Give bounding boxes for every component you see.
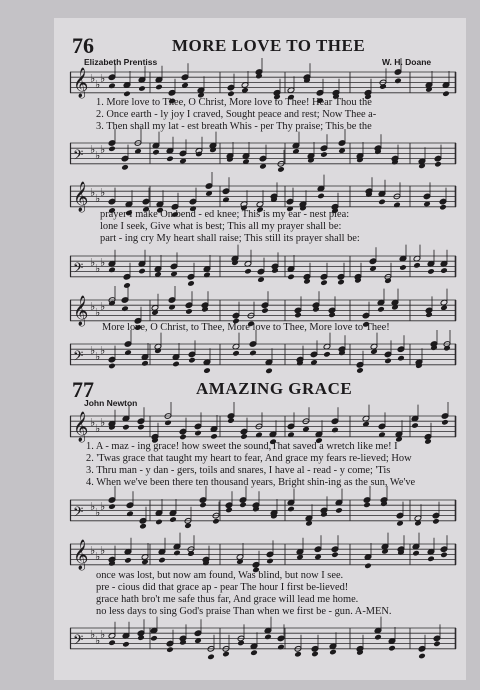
svg-text:♭: ♭: [95, 306, 101, 319]
lyric-line: prayer I make On bend - ed knee; This is my ear - nest plea:: [100, 209, 350, 220]
svg-text:𝄞: 𝄞: [73, 295, 89, 326]
hymn-number: 77: [72, 377, 94, 402]
svg-text:♭: ♭: [95, 506, 101, 519]
lyric-line: pre - cious did that grace ap - pear The hour I first be-lieved!: [96, 582, 349, 593]
svg-text:♭: ♭: [100, 416, 106, 429]
svg-text:♭: ♭: [90, 416, 96, 429]
svg-text:♭: ♭: [95, 550, 101, 563]
treble-staff: [70, 66, 456, 100]
lyric-line: no less days to sing God's praise Than when we first be - gun. A-MEN.: [96, 606, 392, 617]
bass-staff: [70, 338, 456, 372]
svg-text:♭: ♭: [90, 186, 96, 199]
hymn-number: 76: [72, 33, 94, 58]
svg-text:♭: ♭: [100, 72, 106, 85]
svg-text:♭: ♭: [90, 500, 96, 513]
bass-staff: [70, 137, 456, 171]
lyric-line: 2. 'Twas grace that taught my heart to fear, And grace my fears re-lieved; How: [86, 453, 412, 464]
svg-text:♭: ♭: [95, 262, 101, 275]
svg-text:♭: ♭: [95, 422, 101, 435]
svg-text:♭: ♭: [100, 300, 106, 313]
svg-text:♭: ♭: [95, 192, 101, 205]
bass-staff: [70, 622, 456, 656]
svg-text:♭: ♭: [90, 300, 96, 313]
svg-text:𝄞: 𝄞: [73, 539, 89, 570]
lyric-line: 3. Thru man - y dan - gers, toils and snares, I have al - read - y come; 'Tis: [86, 465, 391, 476]
svg-text:𝄢: 𝄢: [73, 259, 84, 279]
svg-text:♭: ♭: [95, 634, 101, 647]
lyric-line: 3. Then shall my lat - est breath Whis - per Thy praise; This be the: [96, 121, 372, 132]
svg-text:♭: ♭: [100, 344, 106, 357]
svg-text:𝄢: 𝄢: [73, 347, 84, 367]
svg-text:♭: ♭: [90, 544, 96, 557]
svg-text:𝄢: 𝄢: [73, 503, 84, 523]
lyric-line: 1. More love to Thee, O Christ, More love to Thee! Hear Thou the: [96, 97, 372, 108]
svg-text:♭: ♭: [100, 500, 106, 513]
svg-text:♭: ♭: [100, 628, 106, 641]
lyric-line: More love, O Christ, to Thee, More love to Thee, More love to Thee!: [102, 322, 390, 333]
bass-staff: [70, 250, 456, 284]
svg-text:𝄞: 𝄞: [73, 411, 89, 442]
bass-staff: [70, 494, 456, 528]
lyricist-credit: Elizabeth Prentiss: [84, 57, 158, 67]
svg-text:♭: ♭: [100, 143, 106, 156]
svg-text:♭: ♭: [95, 350, 101, 363]
lyric-line: once was lost, but now am found, Was blind, but now I see.: [96, 570, 344, 581]
svg-text:𝄢: 𝄢: [73, 631, 84, 651]
composer-credit: W. H. Doane: [382, 57, 432, 67]
lyric-line: 4. When we've been there ten thousand years, Bright shin-ing as the sun, We've: [86, 477, 416, 488]
svg-text:♭: ♭: [90, 344, 96, 357]
lyric-line: 1. A - maz - ing grace! how sweet the sound,That saved a wretch like me! I: [86, 441, 398, 452]
svg-text:♭: ♭: [90, 72, 96, 85]
hymn-title: AMAZING GRACE: [196, 379, 353, 398]
treble-staff: [70, 410, 456, 444]
svg-text:𝄞: 𝄞: [73, 181, 89, 212]
lyric-line: part - ing cry My heart shall raise; This still its prayer shall be:: [100, 233, 360, 244]
lyric-line: lone I seek, Give what is best; This all my prayer shall be:: [100, 221, 342, 232]
svg-text:♭: ♭: [95, 149, 101, 162]
svg-text:♭: ♭: [100, 186, 106, 199]
svg-text:♭: ♭: [90, 628, 96, 641]
lyric-line: 2. Once earth - ly joy I craved, Sought peace and rest; Now Thee a-: [96, 109, 377, 120]
svg-text:𝄢: 𝄢: [73, 146, 84, 166]
svg-text:𝄞: 𝄞: [73, 67, 89, 98]
svg-text:♭: ♭: [90, 143, 96, 156]
hymn-title: MORE LOVE TO THEE: [172, 36, 366, 55]
svg-text:♭: ♭: [90, 256, 96, 269]
svg-text:♭: ♭: [100, 544, 106, 557]
treble-staff: [70, 538, 456, 572]
lyricist-credit: John Newton: [84, 398, 138, 408]
svg-text:♭: ♭: [95, 78, 101, 91]
lyric-line: grace hath bro't me safe thus far, And grace will lead me home.: [96, 594, 359, 605]
svg-text:♭: ♭: [100, 256, 106, 269]
